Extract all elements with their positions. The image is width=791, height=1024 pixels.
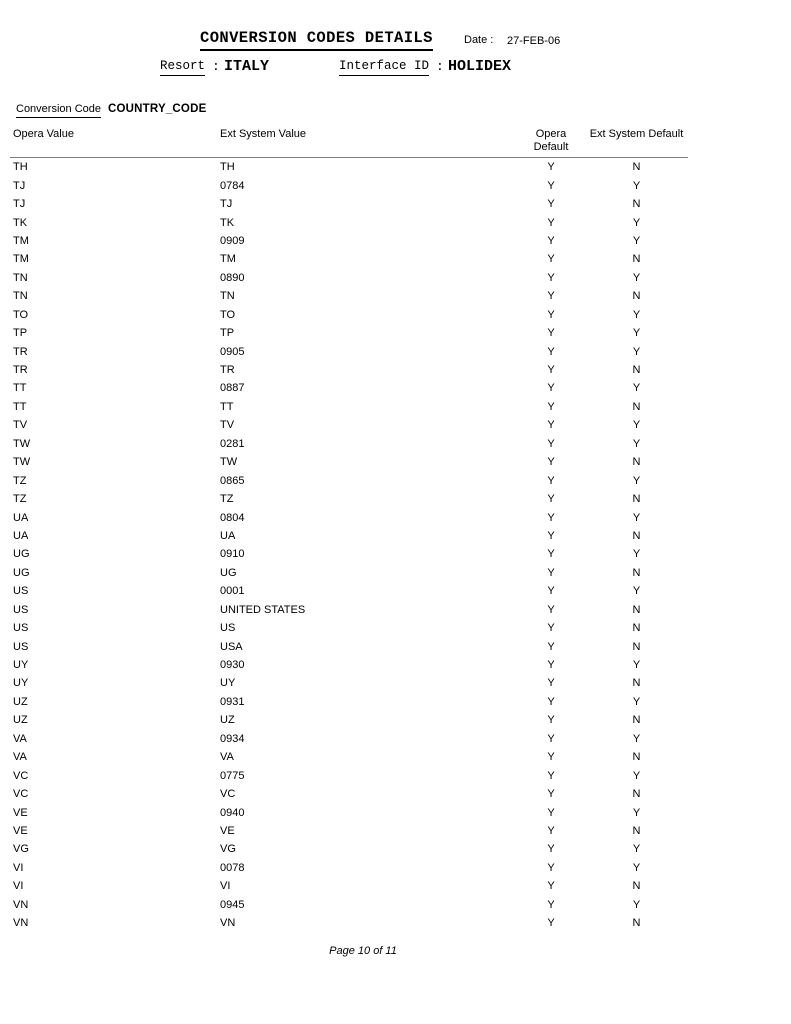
date-value: 27-FEB-06 [507, 35, 561, 47]
table-row [10, 711, 688, 729]
cell-opera-value: UZ [13, 714, 28, 727]
table-header [10, 126, 688, 158]
cell-opera-default: Y [547, 769, 555, 782]
cell-ext-system-default: Y [632, 585, 641, 598]
conversion-code-label: Conversion Code [16, 103, 101, 118]
cell-ext-system-value: VN [220, 917, 236, 930]
cell-opera-value: TK [13, 216, 28, 229]
cell-opera-default: Y [547, 622, 555, 635]
table-row [10, 674, 688, 692]
interface-id-value: HOLIDEX [448, 58, 512, 75]
cell-ext-system-default: Y [632, 659, 641, 672]
cell-ext-system-value: 0931 [220, 695, 245, 708]
cell-ext-system-value: VI [220, 880, 231, 893]
cell-opera-value: VN [13, 898, 29, 911]
table-row [10, 490, 688, 508]
cell-opera-value: UG [13, 548, 30, 561]
cell-ext-system-default: Y [632, 732, 641, 745]
cell-ext-system-value: VG [220, 843, 236, 856]
cell-ext-system-default: Y [632, 861, 641, 874]
cell-opera-default: Y [547, 308, 555, 321]
table-row [10, 748, 688, 766]
cell-opera-value: TV [13, 419, 28, 432]
table-row [10, 379, 688, 397]
cell-opera-default: Y [547, 234, 555, 247]
cell-ext-system-value: 0934 [220, 732, 245, 745]
cell-ext-system-default: Y [632, 806, 641, 819]
cell-opera-value: VG [13, 843, 29, 856]
cell-ext-system-default: N [632, 198, 641, 211]
cell-opera-default: Y [547, 216, 555, 229]
cell-opera-default: Y [547, 548, 555, 561]
cell-ext-system-value: 0909 [220, 234, 245, 247]
cell-ext-system-default: N [632, 640, 641, 653]
cell-opera-default: Y [547, 861, 555, 874]
cell-opera-default: Y [547, 917, 555, 930]
cell-ext-system-default: Y [632, 382, 641, 395]
cell-opera-default: Y [547, 327, 555, 340]
cell-ext-system-value: 0905 [220, 345, 245, 358]
cell-opera-value: UY [13, 659, 29, 672]
cell-ext-system-default: Y [632, 345, 641, 358]
cell-opera-default: Y [547, 345, 555, 358]
cell-ext-system-value: 0078 [220, 861, 245, 874]
cell-opera-value: TN [13, 290, 28, 303]
cell-opera-default: Y [547, 364, 555, 377]
cell-opera-default: Y [547, 290, 555, 303]
table-row [10, 527, 688, 545]
cell-ext-system-default: N [632, 253, 641, 266]
cell-opera-default: Y [547, 898, 555, 911]
cell-opera-value: TP [13, 327, 28, 340]
cell-opera-default: Y [547, 474, 555, 487]
cell-ext-system-default: Y [632, 234, 641, 247]
cell-opera-default: Y [547, 695, 555, 708]
cell-opera-value: VC [13, 788, 29, 801]
cell-ext-system-value: TM [220, 253, 236, 266]
resort-label: Resort [160, 59, 205, 76]
cell-ext-system-value: VC [220, 788, 236, 801]
cell-ext-system-value: 0940 [220, 806, 245, 819]
table-row [10, 545, 688, 563]
table-row [10, 416, 688, 434]
table-row [10, 435, 688, 453]
cell-opera-default: Y [547, 253, 555, 266]
cell-ext-system-value: 0930 [220, 659, 245, 672]
cell-opera-default: Y [547, 585, 555, 598]
cell-ext-system-value: 0804 [220, 511, 245, 524]
table-row [10, 693, 688, 711]
table-row [10, 877, 688, 895]
cell-opera-value: TT [13, 382, 27, 395]
cell-ext-system-value: 0865 [220, 474, 245, 487]
cell-ext-system-default: N [632, 880, 641, 893]
cell-opera-value: VA [13, 732, 27, 745]
table-row [10, 453, 688, 471]
cell-opera-value: UZ [13, 695, 28, 708]
cell-opera-default: Y [547, 493, 555, 506]
cell-opera-default: Y [547, 437, 555, 450]
cell-opera-value: US [13, 603, 29, 616]
table-row [10, 232, 688, 250]
cell-ext-system-value: TK [220, 216, 235, 229]
cell-ext-system-default: N [632, 493, 641, 506]
cell-opera-default: Y [547, 529, 555, 542]
date-label: Date : [464, 34, 494, 46]
cell-ext-system-default: Y [632, 271, 641, 284]
table-row [10, 361, 688, 379]
cell-ext-system-default: Y [632, 419, 641, 432]
table-row [10, 803, 688, 821]
cell-opera-default: Y [547, 640, 555, 653]
cell-opera-value: TW [13, 437, 31, 450]
table-row [10, 564, 688, 582]
cell-opera-default: Y [547, 456, 555, 469]
table-row [10, 785, 688, 803]
cell-opera-default: Y [547, 659, 555, 672]
cell-ext-system-default: N [632, 456, 641, 469]
cell-ext-system-default: N [632, 917, 641, 930]
table-row [10, 324, 688, 342]
cell-ext-system-default: N [632, 529, 641, 542]
cell-opera-default: Y [547, 271, 555, 284]
cell-opera-value: TM [13, 234, 29, 247]
table-row [10, 250, 688, 268]
cell-ext-system-value: TZ [220, 493, 234, 506]
table-row [10, 619, 688, 637]
cell-ext-system-default: N [632, 751, 641, 764]
cell-ext-system-default: Y [632, 898, 641, 911]
cell-opera-default: Y [547, 511, 555, 524]
cell-opera-value: TO [13, 308, 29, 321]
cell-ext-system-value: 0775 [220, 769, 245, 782]
cell-ext-system-value: VA [220, 751, 234, 764]
cell-ext-system-default: Y [632, 474, 641, 487]
cell-opera-value: US [13, 622, 29, 635]
table-row [10, 822, 688, 840]
cell-opera-value: TT [13, 400, 27, 413]
table-row [10, 840, 688, 858]
cell-opera-default: Y [547, 566, 555, 579]
cell-ext-system-value: TO [220, 308, 236, 321]
resort-value: ITALY [224, 58, 270, 75]
cell-ext-system-value: TN [220, 290, 235, 303]
cell-ext-system-default: N [632, 714, 641, 727]
table-row [10, 398, 688, 416]
cell-ext-system-value: TV [220, 419, 235, 432]
cell-opera-value: TJ [13, 198, 26, 211]
table-row [10, 656, 688, 674]
table-row [10, 914, 688, 932]
cell-ext-system-value: 0890 [220, 271, 245, 284]
conversion-code-value: COUNTRY_CODE [108, 103, 207, 115]
cell-ext-system-value: 0887 [220, 382, 245, 395]
cell-opera-value: VE [13, 824, 28, 837]
cell-opera-default: Y [547, 880, 555, 893]
cell-ext-system-value: TR [220, 364, 235, 377]
cell-opera-default: Y [547, 714, 555, 727]
cell-ext-system-value: TJ [220, 198, 233, 211]
cell-opera-value: TZ [13, 474, 27, 487]
cell-opera-value: VI [13, 861, 24, 874]
cell-opera-value: UY [13, 677, 29, 690]
cell-opera-default: Y [547, 603, 555, 616]
cell-opera-value: TN [13, 271, 28, 284]
cell-opera-default: Y [547, 419, 555, 432]
cell-opera-value: VI [13, 880, 24, 893]
cell-ext-system-default: Y [632, 511, 641, 524]
table-row [10, 287, 688, 305]
cell-ext-system-default: N [632, 788, 641, 801]
page-title: CONVERSION CODES DETAILS [200, 29, 433, 51]
cell-opera-default: Y [547, 179, 555, 192]
table-row [10, 508, 688, 526]
cell-ext-system-default: Y [632, 216, 641, 229]
cell-ext-system-value: UNITED STATES [220, 603, 306, 616]
cell-opera-default: Y [547, 198, 555, 211]
cell-opera-default: Y [547, 806, 555, 819]
cell-opera-value: UA [13, 511, 29, 524]
cell-ext-system-value: UY [220, 677, 236, 690]
cell-ext-system-value: UZ [220, 714, 235, 727]
cell-opera-value: TZ [13, 493, 27, 506]
cell-ext-system-default: N [632, 603, 641, 616]
table-row [10, 582, 688, 600]
cell-opera-default: Y [547, 400, 555, 413]
cell-opera-default: Y [547, 788, 555, 801]
cell-opera-value: US [13, 585, 29, 598]
cell-opera-default: Y [547, 732, 555, 745]
cell-ext-system-default: Y [632, 695, 641, 708]
cell-ext-system-default: Y [632, 179, 641, 192]
cell-opera-value: TJ [13, 179, 26, 192]
cell-ext-system-value: 0281 [220, 437, 245, 450]
cell-ext-system-default: N [632, 824, 641, 837]
cell-ext-system-value: UA [220, 529, 236, 542]
conversion-codes-table [10, 126, 688, 932]
cell-opera-value: TH [13, 161, 28, 174]
cell-ext-system-default: N [632, 566, 641, 579]
cell-opera-default: Y [547, 677, 555, 690]
cell-opera-value: VN [13, 917, 29, 930]
column-header-ext-system-value: Ext System Value [220, 128, 306, 140]
cell-opera-default: Y [547, 382, 555, 395]
cell-opera-value: UA [13, 529, 29, 542]
cell-opera-default: Y [547, 824, 555, 837]
cell-ext-system-default: N [632, 400, 641, 413]
cell-ext-system-default: Y [632, 548, 641, 561]
cell-ext-system-value: VE [220, 824, 235, 837]
interface-id-label: Interface ID [339, 59, 429, 76]
cell-opera-value: VA [13, 751, 27, 764]
cell-ext-system-default: Y [632, 437, 641, 450]
cell-ext-system-value: US [220, 622, 236, 635]
table-row [10, 342, 688, 360]
cell-opera-value: TW [13, 456, 31, 469]
cell-ext-system-default: Y [632, 769, 641, 782]
table-row [10, 213, 688, 231]
cell-opera-value: US [13, 640, 29, 653]
resort-colon: : [212, 59, 220, 74]
cell-ext-system-value: UG [220, 566, 237, 579]
table-row [10, 306, 688, 324]
cell-ext-system-value: USA [220, 640, 243, 653]
cell-ext-system-default: Y [632, 308, 641, 321]
cell-opera-default: Y [547, 751, 555, 764]
table-row [10, 601, 688, 619]
table-row [10, 195, 688, 213]
column-header-opera-value: Opera Value [13, 128, 74, 140]
cell-ext-system-default: N [632, 161, 641, 174]
table-row [10, 859, 688, 877]
cell-ext-system-value: 0001 [220, 585, 245, 598]
page-number: Page 10 of 11 [329, 945, 397, 957]
cell-ext-system-value: TW [220, 456, 238, 469]
cell-opera-default: Y [547, 843, 555, 856]
cell-opera-default: Y [547, 161, 555, 174]
column-header-opera-default: Opera Default [533, 128, 569, 153]
cell-ext-system-default: N [632, 622, 641, 635]
cell-ext-system-default: Y [632, 327, 641, 340]
table-body [10, 158, 688, 932]
cell-ext-system-value: TT [220, 400, 234, 413]
table-row [10, 730, 688, 748]
table-row [10, 269, 688, 287]
cell-ext-system-value: TP [220, 327, 235, 340]
cell-opera-value: TM [13, 253, 29, 266]
cell-ext-system-value: 0784 [220, 179, 245, 192]
table-row [10, 766, 688, 784]
cell-opera-value: TR [13, 345, 28, 358]
cell-ext-system-default: Y [632, 843, 641, 856]
table-row [10, 896, 688, 914]
table-row [10, 176, 688, 194]
interface-id-colon: : [436, 59, 444, 74]
cell-ext-system-default: N [632, 364, 641, 377]
cell-opera-value: UG [13, 566, 30, 579]
cell-ext-system-value: TH [220, 161, 235, 174]
cell-ext-system-default: N [632, 290, 641, 303]
cell-opera-value: VE [13, 806, 28, 819]
column-header-ext-system-default: Ext System Default [589, 128, 684, 140]
table-row [10, 471, 688, 489]
cell-ext-system-default: N [632, 677, 641, 690]
table-row [10, 158, 688, 176]
cell-opera-value: TR [13, 364, 28, 377]
table-row [10, 637, 688, 655]
cell-ext-system-value: 0910 [220, 548, 245, 561]
cell-ext-system-value: 0945 [220, 898, 245, 911]
cell-opera-value: VC [13, 769, 29, 782]
